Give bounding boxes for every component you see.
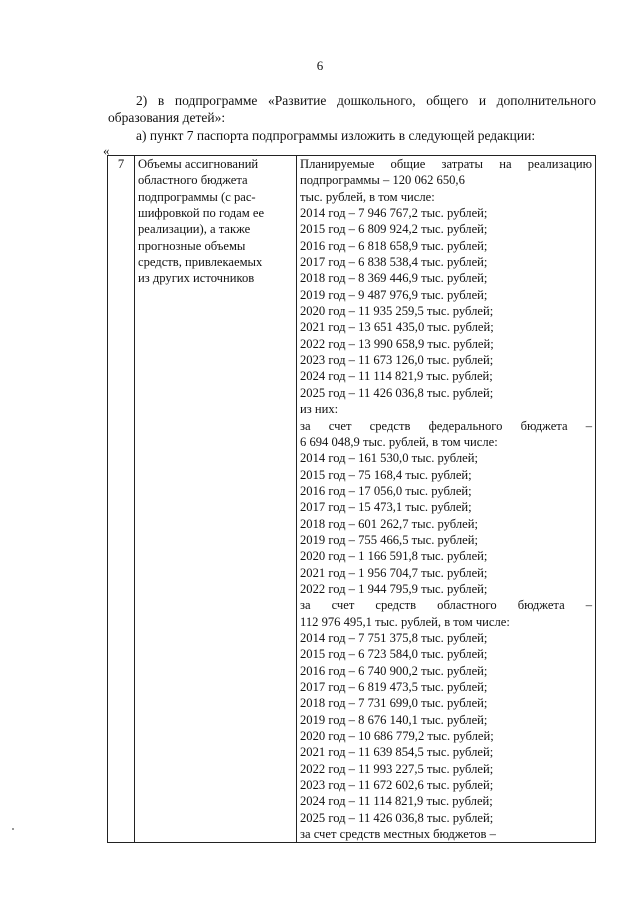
row-number-cell [108,156,135,843]
table-row [108,156,596,843]
regional-year-line: 2015 год – 6 723 584,0 тыс. рублей; [300,647,488,662]
federal-year-line: 2014 год – 161 530,0 тыс. рублей; [300,451,478,466]
total-year-line: 2016 год – 6 818 658,9 тыс. рублей; [300,238,488,253]
federal-intro: за счет средств федерального бюджета – [300,418,592,433]
regional-year-line: 2019 год – 8 676 140,1 тыс. рублей; [300,712,488,727]
opening-quote: « [103,143,110,158]
total-year-line: 2018 год – 8 369 446,9 тыс. рублей; [300,271,488,286]
label-line: шифровкой по годам ее [138,206,265,221]
label-line: из других источников [138,271,255,286]
federal-year-line: 2020 год – 1 166 591,8 тыс. рублей; [300,549,488,564]
regional-year-line: 2025 год – 11 426 036,8 тыс. рублей; [300,810,494,825]
total-year-line: 2021 год – 13 651 435,0 тыс. рублей; [300,320,494,335]
regional-total: 112 976 495,1 тыс. рублей, в том числе: [300,614,510,629]
total-line: тыс. рублей, в том числе: [300,189,435,204]
local-intro: за счет средств местных бюджетов – [300,827,496,842]
regional-year-line: 2017 год – 6 819 473,5 тыс. рублей; [300,680,488,694]
total-year-line: 2025 год – 11 426 036,8 тыс. рублей; [300,385,494,400]
total-year-line: 2015 год – 6 809 924,2 тыс. рублей; [300,222,488,237]
of-them-label: из них: [300,402,339,417]
regional-intro: за счет средств областного бюджета – [300,598,592,613]
federal-year-line: 2018 год – 601 262,7 тыс. рублей; [300,516,478,531]
federal-year-line: 2017 год – 15 473,1 тыс. рублей; [300,500,472,515]
federal-year-line: 2016 год – 17 056,0 тыс. рублей; [300,483,472,498]
regional-year-line: 2021 год – 11 639 854,5 тыс. рублей; [300,745,494,760]
total-intro: Планируемые общие затраты на реализацию [300,157,592,171]
label-line: подпрограммы (с рас- [138,189,256,204]
regional-year-line: 2018 год – 7 731 699,0 тыс. рублей; [300,696,488,711]
total-year-line: 2014 год – 7 946 767,2 тыс. рублей; [300,206,488,221]
federal-total: 6 694 048,9 тыс. рублей, в том числе: [300,434,498,449]
federal-year-line: 2021 год – 1 956 704,7 тыс. рублей; [300,565,488,580]
content-cell [297,156,596,843]
total-year-line: 2022 год – 13 990 658,9 тыс. рублей; [300,336,494,351]
federal-year-line: 2019 год – 755 466,5 тыс. рублей; [300,532,478,547]
row-number: 7 [117,157,125,171]
federal-year-line: 2022 год – 1 944 795,9 тыс. рублей; [300,581,488,596]
total-year-line: 2024 год – 11 114 821,9 тыс. рублей; [300,369,493,384]
regional-year-line: 2014 год – 7 751 375,8 тыс. рублей; [300,630,488,645]
intro-paragraph-item: а) пункт 7 паспорта подпрограммы изложить в следующей редакции: [136,128,536,143]
label-line: Объемы ассигнований [138,157,259,171]
regional-year-line: 2023 год – 11 672 602,6 тыс. рублей; [300,778,494,793]
total-year-line: 2023 год – 11 673 126,0 тыс. рублей; [300,353,494,368]
scan-speck [12,828,14,830]
federal-year-line: 2015 год – 75 168,4 тыс. рублей; [300,467,472,482]
total-year-line: 2020 год – 11 935 259,5 тыс. рублей; [300,304,494,319]
label-cell [135,156,297,843]
total-line: подпрограммы – 120 062 650,6 [300,173,465,188]
regional-year-line: 2024 год – 11 114 821,9 тыс. рублей; [300,794,493,809]
regional-year-line: 2016 год – 6 740 900,2 тыс. рублей; [300,663,488,678]
label-line: областного бюджета [138,173,248,188]
intro-paragraph-subprogram: 2) в подпрограмме «Развитие дошкольного, общего и дополнительного образования детей»: [108,93,596,125]
page-number: 6 [316,58,324,73]
regional-year-line: 2022 год – 11 993 227,5 тыс. рублей; [300,761,494,776]
label-line: прогнозные объемы [138,238,246,253]
label-line: реализации), а также [138,222,251,237]
total-year-line: 2019 год – 9 487 976,9 тыс. рублей; [300,287,488,302]
passport-table [107,155,596,843]
regional-year-line: 2020 год – 10 686 779,2 тыс. рублей; [300,729,494,744]
label-line: средств, привлекаемых [138,255,263,270]
total-year-line: 2017 год – 6 838 538,4 тыс. рублей; [300,255,488,270]
